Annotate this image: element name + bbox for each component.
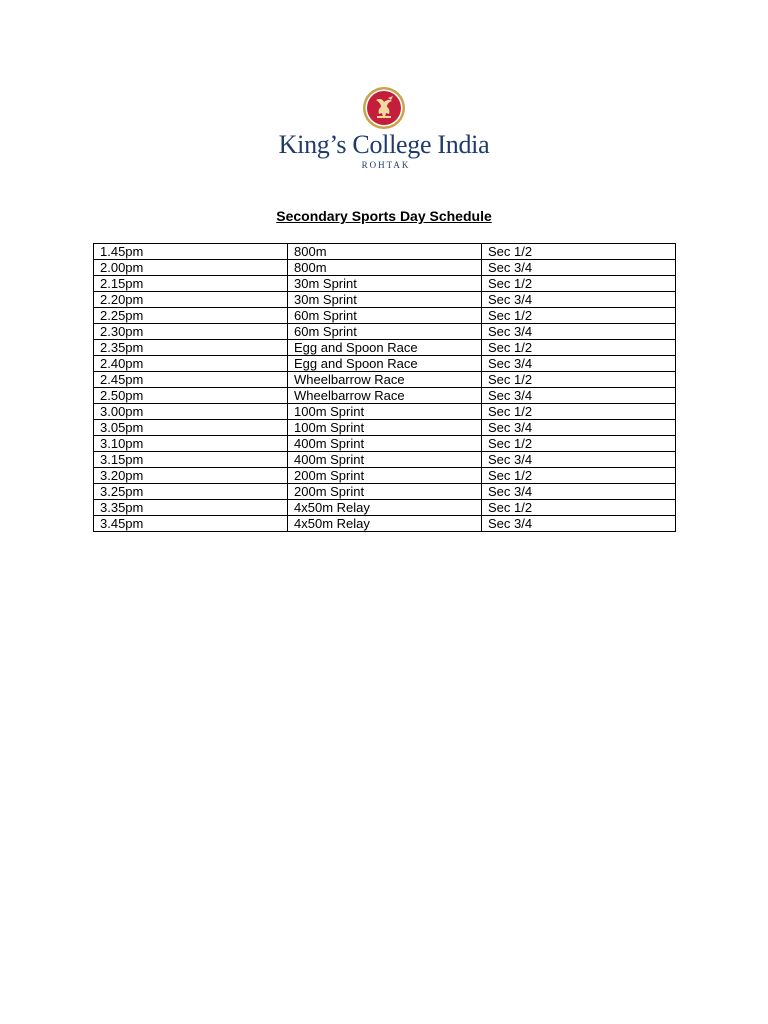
event-cell: 30m Sprint — [288, 292, 482, 308]
section-cell: Sec 3/4 — [482, 388, 676, 404]
page-title: Secondary Sports Day Schedule — [276, 208, 492, 224]
event-cell: Wheelbarrow Race — [288, 372, 482, 388]
time-cell: 3.20pm — [94, 468, 288, 484]
table-row — [94, 308, 676, 324]
table-row — [94, 468, 676, 484]
table-row — [94, 404, 676, 420]
section-cell: Sec 1/2 — [482, 436, 676, 452]
table-row — [94, 244, 676, 260]
section-cell: Sec 1/2 — [482, 500, 676, 516]
section-cell: Sec 1/2 — [482, 308, 676, 324]
event-cell: Wheelbarrow Race — [288, 388, 482, 404]
event-cell: Egg and Spoon Race — [288, 356, 482, 372]
table-row — [94, 372, 676, 388]
college-name: King’s College India — [278, 130, 490, 159]
section-cell: Sec 3/4 — [482, 260, 676, 276]
time-cell: 2.15pm — [94, 276, 288, 292]
event-cell: 200m Sprint — [288, 468, 482, 484]
table-row — [94, 356, 676, 372]
time-cell: 3.10pm — [94, 436, 288, 452]
section-cell: Sec 1/2 — [482, 276, 676, 292]
event-cell: 200m Sprint — [288, 484, 482, 500]
event-cell: 100m Sprint — [288, 420, 482, 436]
event-cell: 400m Sprint — [288, 436, 482, 452]
college-location: ROHTAK — [361, 160, 411, 170]
section-cell: Sec 3/4 — [482, 324, 676, 340]
section-cell: Sec 1/2 — [482, 340, 676, 356]
time-cell: 2.45pm — [94, 372, 288, 388]
event-cell: 4x50m Relay — [288, 500, 482, 516]
time-cell: 3.15pm — [94, 452, 288, 468]
section-cell: Sec 3/4 — [482, 516, 676, 532]
table-row — [94, 260, 676, 276]
table-row — [94, 420, 676, 436]
table-row — [94, 516, 676, 532]
time-cell: 2.35pm — [94, 340, 288, 356]
schedule-table — [93, 243, 676, 532]
table-row — [94, 484, 676, 500]
table-row — [94, 436, 676, 452]
time-cell: 2.50pm — [94, 388, 288, 404]
section-cell: Sec 1/2 — [482, 468, 676, 484]
time-cell: 3.35pm — [94, 500, 288, 516]
table-row — [94, 452, 676, 468]
time-cell: 2.30pm — [94, 324, 288, 340]
time-cell: 3.05pm — [94, 420, 288, 436]
schedule-table-body — [94, 244, 676, 532]
event-cell: Egg and Spoon Race — [288, 340, 482, 356]
event-cell: 400m Sprint — [288, 452, 482, 468]
time-cell: 2.25pm — [94, 308, 288, 324]
table-row — [94, 276, 676, 292]
kings-college-crest-icon — [362, 86, 406, 130]
event-cell: 800m — [288, 260, 482, 276]
time-cell: 2.00pm — [94, 260, 288, 276]
table-row — [94, 340, 676, 356]
time-cell: 3.25pm — [94, 484, 288, 500]
event-cell: 60m Sprint — [288, 324, 482, 340]
time-cell: 2.40pm — [94, 356, 288, 372]
section-cell: Sec 3/4 — [482, 452, 676, 468]
section-cell: Sec 3/4 — [482, 356, 676, 372]
table-row — [94, 500, 676, 516]
section-cell: Sec 3/4 — [482, 292, 676, 308]
section-cell: Sec 1/2 — [482, 244, 676, 260]
event-cell: 800m — [288, 244, 482, 260]
event-cell: 4x50m Relay — [288, 516, 482, 532]
section-cell: Sec 1/2 — [482, 372, 676, 388]
college-header — [0, 86, 768, 170]
table-row — [94, 292, 676, 308]
table-row — [94, 388, 676, 404]
table-row — [94, 324, 676, 340]
section-cell: Sec 3/4 — [482, 484, 676, 500]
event-cell: 60m Sprint — [288, 308, 482, 324]
event-cell: 100m Sprint — [288, 404, 482, 420]
time-cell: 1.45pm — [94, 244, 288, 260]
section-cell: Sec 3/4 — [482, 420, 676, 436]
time-cell: 2.20pm — [94, 292, 288, 308]
time-cell: 3.45pm — [94, 516, 288, 532]
time-cell: 3.00pm — [94, 404, 288, 420]
section-cell: Sec 1/2 — [482, 404, 676, 420]
event-cell: 30m Sprint — [288, 276, 482, 292]
